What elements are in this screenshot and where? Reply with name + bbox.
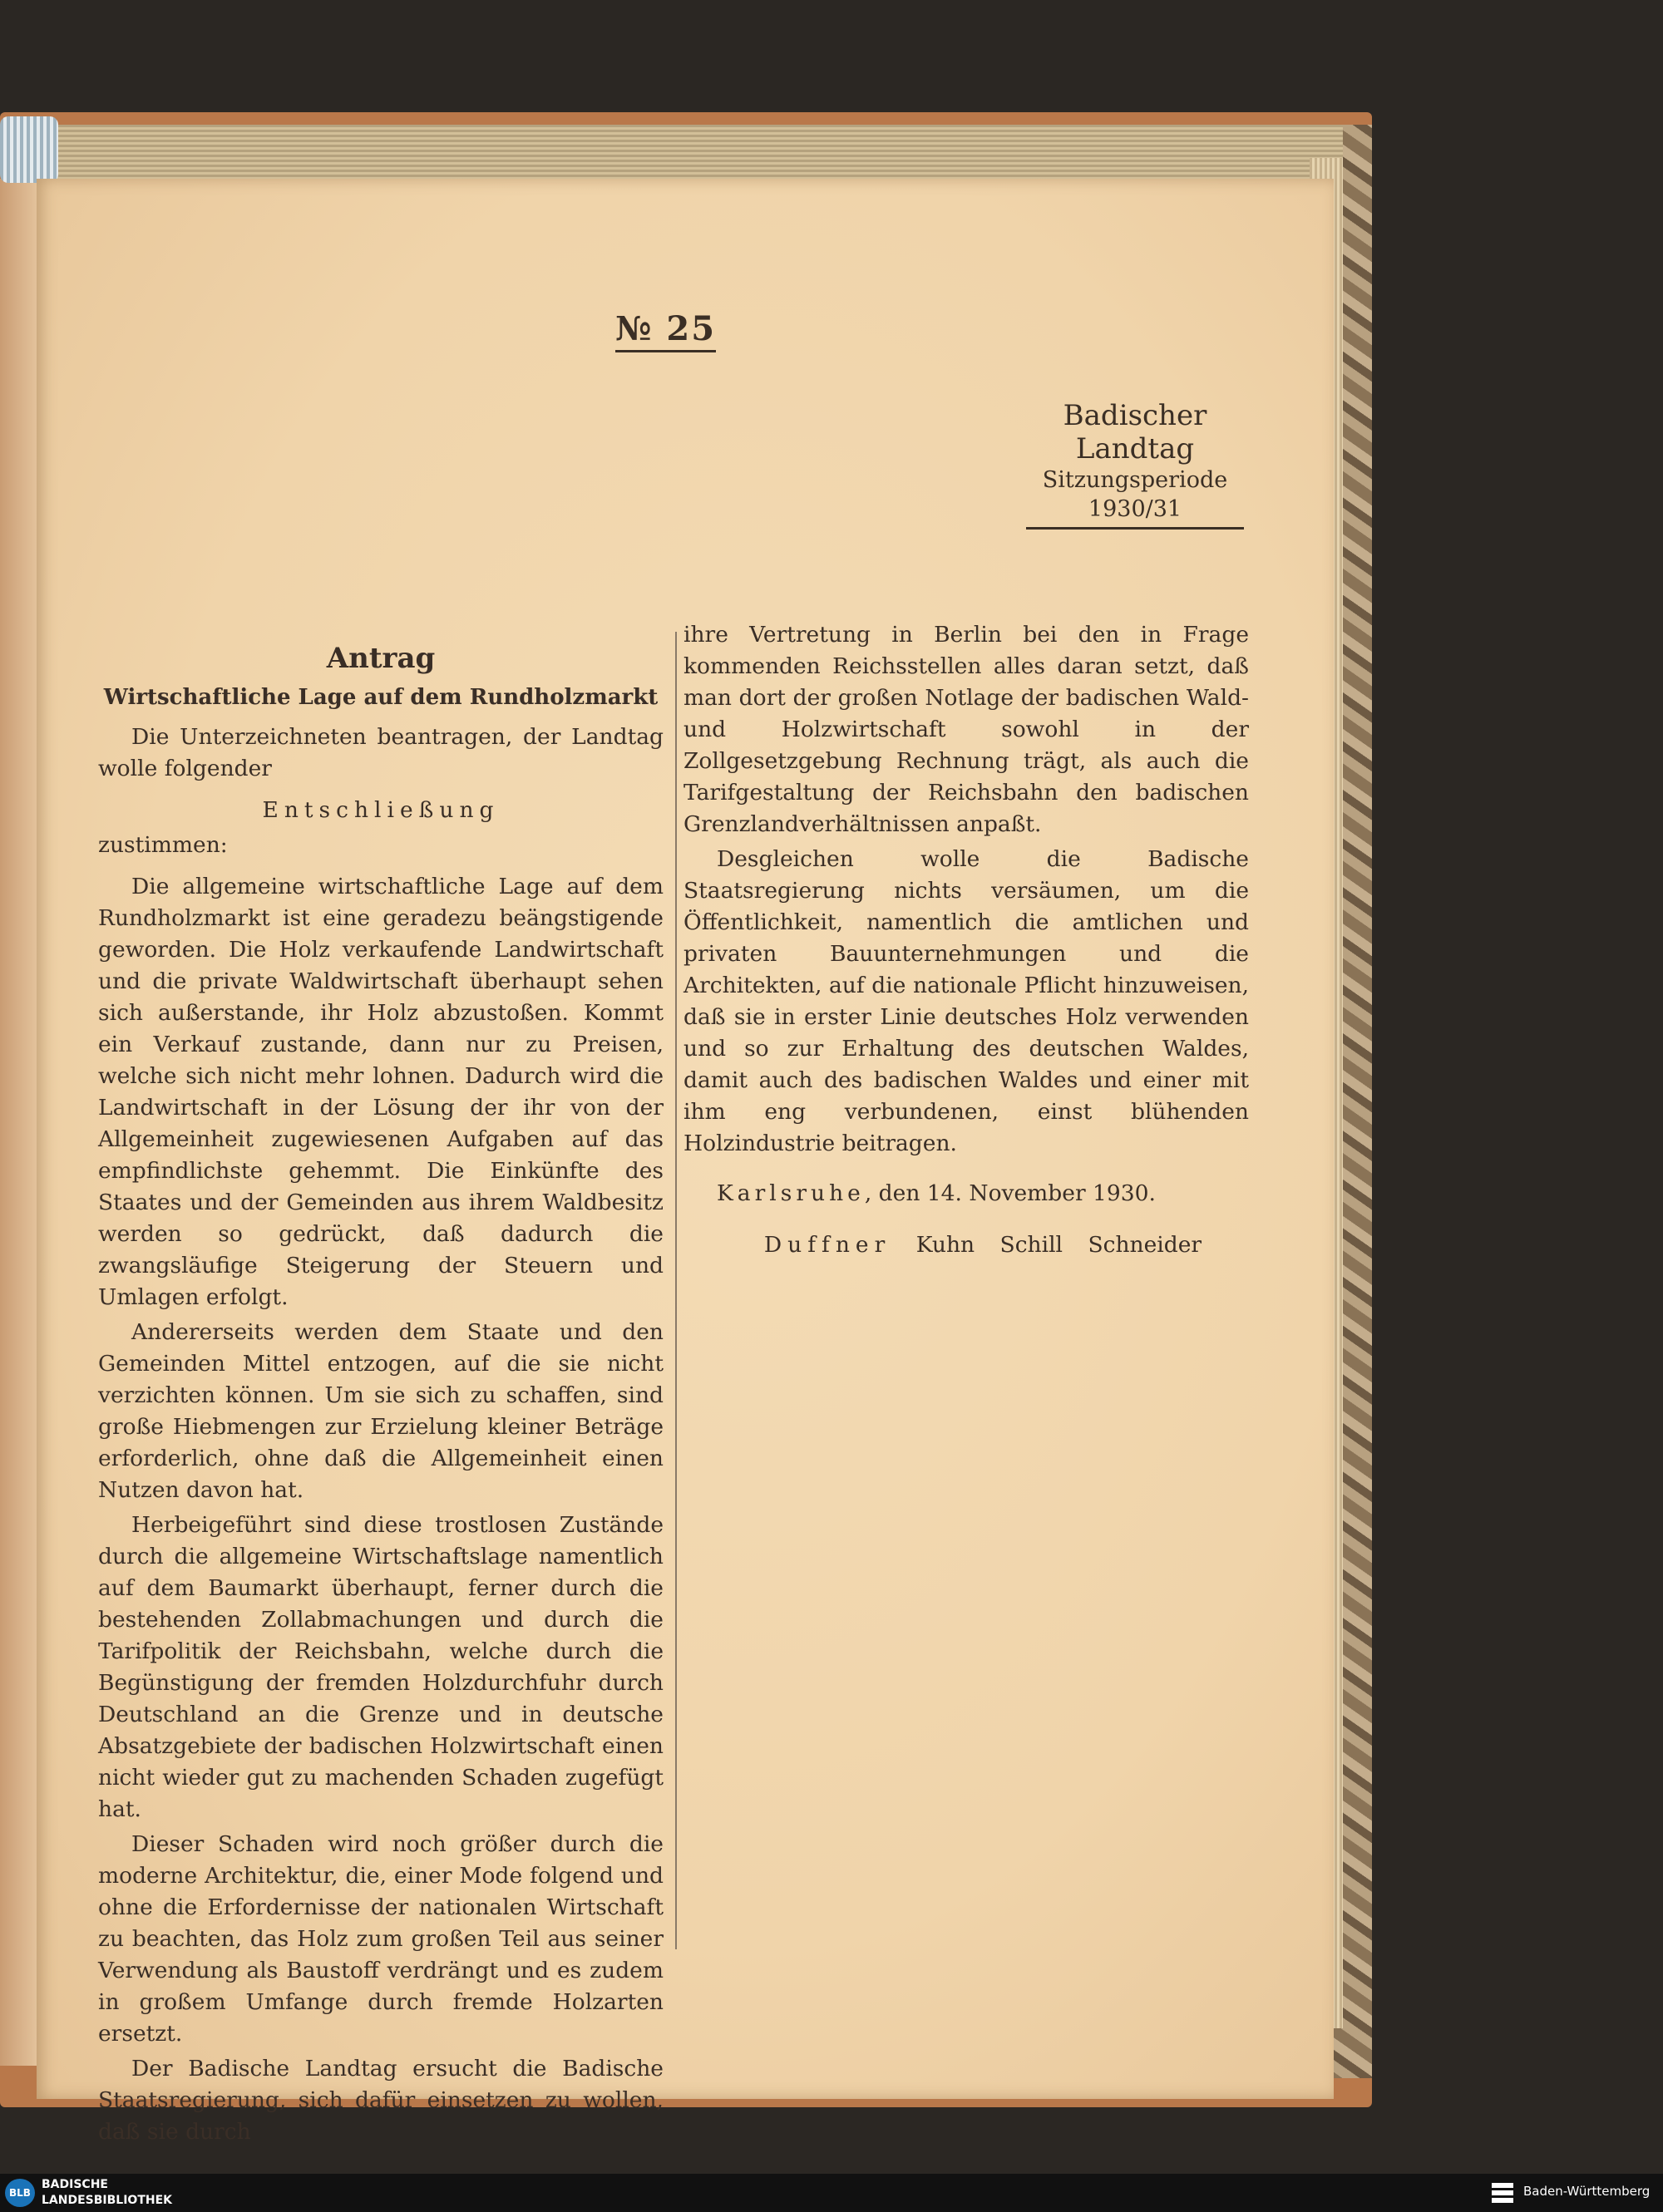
column-divider (675, 632, 677, 1949)
blb-logo-icon[interactable]: BLB (5, 2179, 35, 2207)
paragraph: Desgleichen wolle die Badische Staatsregierung nichts versäumen, um die Öffentlichkeit, namentlich die amtlichen und privaten Bauunternehmungen und die Architekten, auf die nationale Pflicht hinzuweisen, daß sie in erster Linie deutsches Holz verwenden und so zur Erhaltung des deutschen Waldes, damit auch des badischen Waldes und einer mit ihm eng verbundenen, einst blühenden Holzindustrie beitragen. (683, 846, 1249, 1156)
intro-text: Die Unterzeichneten beantragen, der Landtag wolle folgender (98, 724, 664, 781)
parliament-name: Badischer Landtag (1063, 399, 1207, 466)
state-name[interactable]: Baden-Württemberg (1523, 2184, 1651, 2199)
signatory: Schneider (1088, 1232, 1202, 1258)
document-title: Antrag (326, 642, 436, 675)
session-years: 1930/31 (1088, 496, 1182, 522)
page-stack-top (33, 125, 1343, 183)
signatory: Kuhn (915, 1232, 975, 1258)
library-name[interactable] (42, 2177, 172, 2209)
resolution-word: Entschließung (262, 797, 500, 823)
header-rule (1026, 527, 1244, 530)
paragraph: Die allgemeine wirtschaftliche Lage auf dem Rundholzmarkt ist eine geradezu beängstigende geworden. Die Holz verkaufende Landwirtschaft und die private Waldwirtschaft überhaupt sehen sich außerstande, ihr Holz abzustoßen. Kommt ein Verkauf zustande, dann nur zu Preisen, welche sich nicht mehr lohnen. Dadurch wird die Landwirtschaft in der Lösung der ihr von der Allgemeinheit zugewiesenen Aufgaben auf das empfindlichste gehemmt. Die Einkünfte des Staates und der Gemeinden aus ihrem Waldbesitz werden so gedrückt, daß dadurch die zwangsläufige Steigerung der Steuern und Umlagen erfolgt. (98, 874, 664, 1310)
baden-wuerttemberg-lions-icon (1490, 2180, 1515, 2205)
place: Karlsruhe (717, 1180, 865, 1206)
right-column (683, 619, 1249, 1264)
paragraph: Herbeigeführt sind diese trostlosen Zustände durch die allgemeine Wirtschaftslage namentlich auf dem Baumarkt überhaupt, ferner durch die bestehenden Zollabmachungen und durch die Tarifpolitik der Reichsbahn, welche durch die Begünstigung der fremden Holzdurchfuhr durch Deutschland an die Grenze und in deutsche Absatzgebiete der badischen Holzwirtschaft einen nicht wieder gut zu machenden Schaden zugefügt hat. (98, 1512, 664, 1822)
parliament-header (1010, 399, 1260, 530)
bookmark-ribbon (0, 116, 58, 183)
paragraph: Der Badische Landtag ersucht die Badische Staatsregierung, sich dafür einsetzen zu wollen, daß sie durch (98, 2056, 664, 2145)
signatories (683, 1229, 1249, 1261)
paragraph: Andererseits werden dem Staate und den Gemeinden Mittel entzogen, auf die sie nicht verzichten können. Um sie sich zu schaffen, sind große Hiebmengen zur Erzielung kleiner Beträge erforderlich, ohne daß die Allgemeinheit einen Nutzen davon hat. (98, 1319, 664, 1503)
library-name-line1: BADISCHE (42, 2178, 108, 2191)
paragraph: ihre Vertretung in Berlin bei den in Frage kommenden Reichsstellen alles daran setzt, daß man dort der großen Notlage der badischen Wald- und Holzwirtschaft sowohl in der Zollgesetzgebung Rechnung trägt, als auch die Tarifgestaltung der Reichsbahn den badischen Grenzlandverhältnissen anpaßt. (683, 622, 1249, 837)
library-name-line2: LANDESBIBLIOTHEK (42, 2194, 173, 2207)
paragraph: Dieser Schaden wird noch größer durch die moderne Architektur, die, einer Mode folgend und ohne die Erfordernisse der nationalen Wirtschaft zu beachten, das Holz zum großen Teil aus seiner Verwendung als Baustoff verdrängt und es zudem in großem Umfange durch fremde Holzarten ersetzt. (98, 1831, 664, 2047)
document-subtitle: Wirtschaftliche Lage auf dem Rundholzmarkt (103, 685, 659, 710)
session-label: Sitzungsperiode (1042, 467, 1228, 493)
signatory: Schill (999, 1232, 1063, 1258)
left-page-edge (0, 179, 37, 2066)
footer-bar (0, 2174, 1663, 2212)
place-date (683, 1178, 1249, 1209)
left-column (98, 632, 664, 2151)
document-number: № 25 (615, 309, 716, 352)
signatory: Duffner (763, 1232, 891, 1258)
agree-text: zustimmen: (98, 832, 228, 858)
date: , den 14. November 1930. (864, 1180, 1156, 1206)
